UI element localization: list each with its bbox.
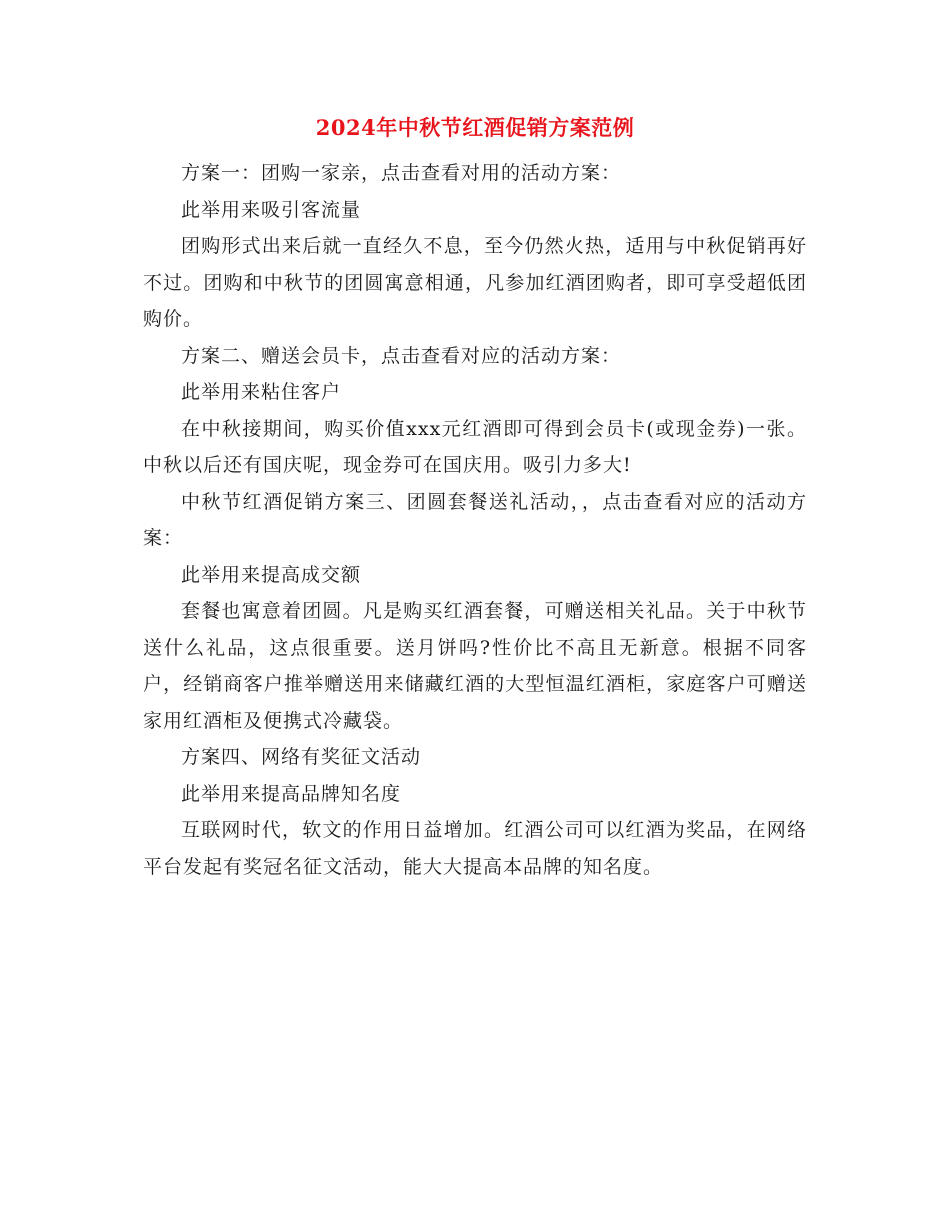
paragraph-plan-four-purpose: 此举用来提高品牌知名度 <box>181 782 402 805</box>
paragraph-plan-three-heading: 中秋节红酒促销方案三、团圆套餐送礼活动，，点击查看对应的活动方案： <box>143 490 807 549</box>
paragraph-plan-four-detail: 互联网时代，软文的作用日益增加。红酒公司可以红酒为奖品，在网络平台发起有奖冠名征文活动，能大大提高本品牌的知名度。 <box>143 819 807 878</box>
paragraph-plan-three-detail: 套餐也寓意着团圆。凡是购买红酒套餐，可赠送相关礼品。关于中秋节送什么礼品，这点很重要。送月饼吗?性价比不高且无新意。根据不同客户，经销商客户推举赠送用来储藏红酒的大型恒温红酒柜，家庭客户可赠送家用红酒柜及便携式冷藏袋。 <box>143 600 807 732</box>
paragraph-plan-one-detail: 团购形式出来后就一直经久不息，至今仍然火热，适用与中秋促销再好不过。团购和中秋节的团圆寓意相通，凡参加红酒团购者，即可享受超低团购价。 <box>143 235 807 330</box>
document-body <box>143 155 807 885</box>
paragraph-plan-two-purpose: 此举用来粘住客户 <box>181 381 342 403</box>
paragraph-plan-two-detail: 在中秋接期间，购买价值xxx元红酒即可得到会员卡(或现金券)一张。中秋以后还有国庆呢，现金券可在国庆用。吸引力多大! <box>143 417 807 476</box>
paragraph-plan-one-purpose: 此举用来吸引客流量 <box>181 198 362 221</box>
document-title: 2024年中秋节红酒促销方案范例 <box>315 115 635 140</box>
paragraph-plan-two-heading: 方案二、赠送会员卡，点击查看对应的活动方案： <box>181 344 622 367</box>
paragraph-plan-one-heading: 方案一：团购一家亲，点击查看对用的活动方案： <box>181 162 622 184</box>
paragraph-plan-four-heading: 方案四、网络有奖征文活动 <box>181 746 422 768</box>
paragraph-plan-three-purpose: 此举用来提高成交额 <box>181 563 362 586</box>
